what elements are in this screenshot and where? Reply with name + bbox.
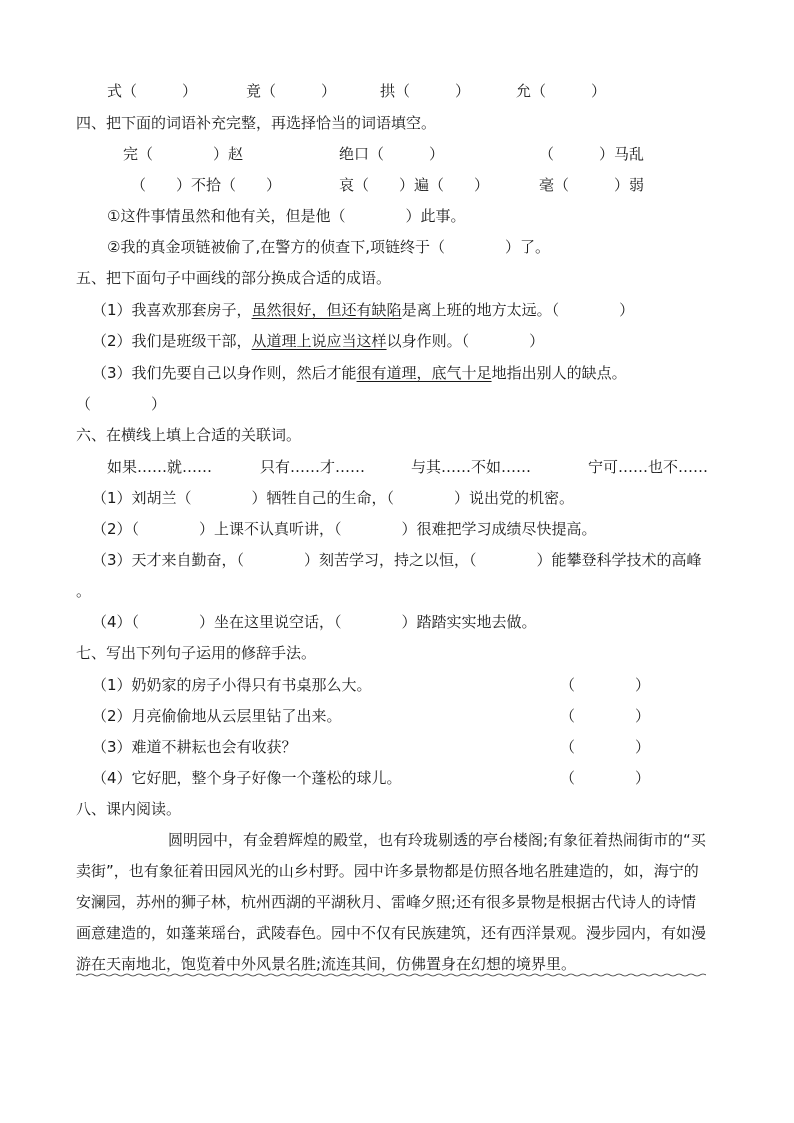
idiom-blank-1: 完（ ）赵	[123, 145, 244, 163]
q3-suffix: 地指出别人的缺点。	[491, 364, 627, 382]
idiom-blank-2: 绝口（ ）	[339, 145, 445, 163]
rhetoric-answer-box-1: （ ）	[560, 676, 651, 694]
wavy-underline	[76, 973, 706, 977]
section-5-question-3-answer: （ ）	[76, 395, 167, 413]
q1-prefix: （1）我喜欢那套房子，	[92, 301, 252, 319]
conjunction-option-4: 宁可……也不……	[588, 458, 709, 476]
char-item-gong: 拱（ ）	[380, 82, 471, 100]
section-6-question-3-tail: 。	[76, 582, 92, 600]
section-5-question-1	[92, 300, 634, 320]
rhetoric-answer-box-2: （ ）	[560, 707, 651, 725]
conjunction-option-3: 与其……不如……	[411, 458, 532, 476]
conjunction-option-1: 如果……就……	[107, 458, 213, 476]
conjunction-option-2: 只有……才……	[260, 458, 366, 476]
section-8-heading: 八、课内阅读。	[76, 800, 182, 818]
rhetoric-answer-box-3: （ ）	[560, 738, 651, 756]
idiom-blank-4: （ ）不拾（ ）	[131, 176, 282, 194]
rhetoric-question-4: （4）它好肥，整个身子好像一个蓬松的球儿。	[92, 769, 402, 787]
section-4-question-1: ①这件事情虽然和他有关，但是他（ ）此事。	[107, 207, 466, 225]
char-item-jing: 竟（ ）	[246, 82, 337, 100]
q1-suffix: 是离上班的地方太远。（ ）	[401, 301, 635, 319]
rhetoric-question-2: （2）月亮偷偷地从云层里钻了出来。	[92, 707, 342, 725]
section-4-heading: 四、把下面的词语补充完整，再选择恰当的词语填空。	[76, 114, 437, 132]
section-6-question-3: （3）天才来自勤奋，（ ）刻苦学习，持之以恒，（ ）能攀登科学技术的高峰	[92, 551, 702, 569]
char-item-shi: 式（ ）	[107, 82, 198, 100]
rhetoric-answer-box-4: （ ）	[560, 769, 651, 787]
reading-passage	[76, 825, 708, 980]
section-6-question-1: （1）刘胡兰（ ）牺牲自己的生命，（ ）说出党的机密。	[92, 489, 575, 507]
q3-underlined: 很有道理，底气十足	[356, 364, 492, 382]
idiom-blank-3: （ ）马乱	[539, 145, 645, 163]
q2-suffix: 以身作则。（ ）	[386, 332, 545, 350]
section-6-question-4: （4）（ ）坐在这里说空话，（ ）踏踏实实地去做。	[92, 613, 537, 631]
section-5-question-3	[92, 363, 627, 383]
idiom-blank-6: 毫（ ）弱	[539, 176, 645, 194]
passage-underlined-text: 漫步园内，有如漫游在天南地北，饱览着中外风景名胜;流连其间，仿佛置身在幻想的境界里。	[76, 924, 707, 973]
passage-text: 圆明园中，有金碧辉煌的殿堂，也有玲珑剔透的亭台楼阁;有象征着热闹街市的“买卖街”，也有象征着田园风光的山乡村野。园中许多景物都是仿照各地名胜建造的，如，海宁的安澜园，苏州的狮子林，杭州西湖的平湖秋月、雷峰夕照;还有很多景物是根据古代诗人的诗情画意建造的，如蓬莱瑶台，武陵春色。园中不仅有民族建筑，还有西洋景观。	[76, 831, 706, 942]
q3-prefix: （3）我们先要自己以身作则，然后才能	[92, 364, 357, 382]
rhetoric-question-1: （1）奶奶家的房子小得只有书桌那么大。	[92, 676, 372, 694]
section-5-question-2	[92, 331, 544, 351]
q2-underlined: 从道理上说应当这样	[251, 332, 387, 350]
section-7-heading: 七、写出下列句子运用的修辞手法。	[76, 644, 317, 662]
q2-prefix: （2）我们是班级干部，	[92, 332, 252, 350]
section-5-heading: 五、把下面句子中画线的部分换成合适的成语。	[76, 269, 392, 287]
section-6-heading: 六、在横线上填上合适的关联词。	[76, 426, 302, 444]
rhetoric-question-3: （3）难道不耕耘也会有收获？	[92, 738, 297, 756]
char-item-yun: 允（ ）	[516, 82, 607, 100]
section-6-question-2: （2）（ ）上课不认真听讲，（ ）很难把学习成绩尽快提高。	[92, 520, 597, 538]
idiom-blank-5: 哀（ ）遍（ ）	[339, 176, 490, 194]
section-4-question-2: ②我的真金项链被偷了,在警方的侦查下,项链终于（ ）了。	[107, 238, 550, 256]
q1-underlined: 虽然很好，但还有缺陷	[251, 301, 402, 319]
